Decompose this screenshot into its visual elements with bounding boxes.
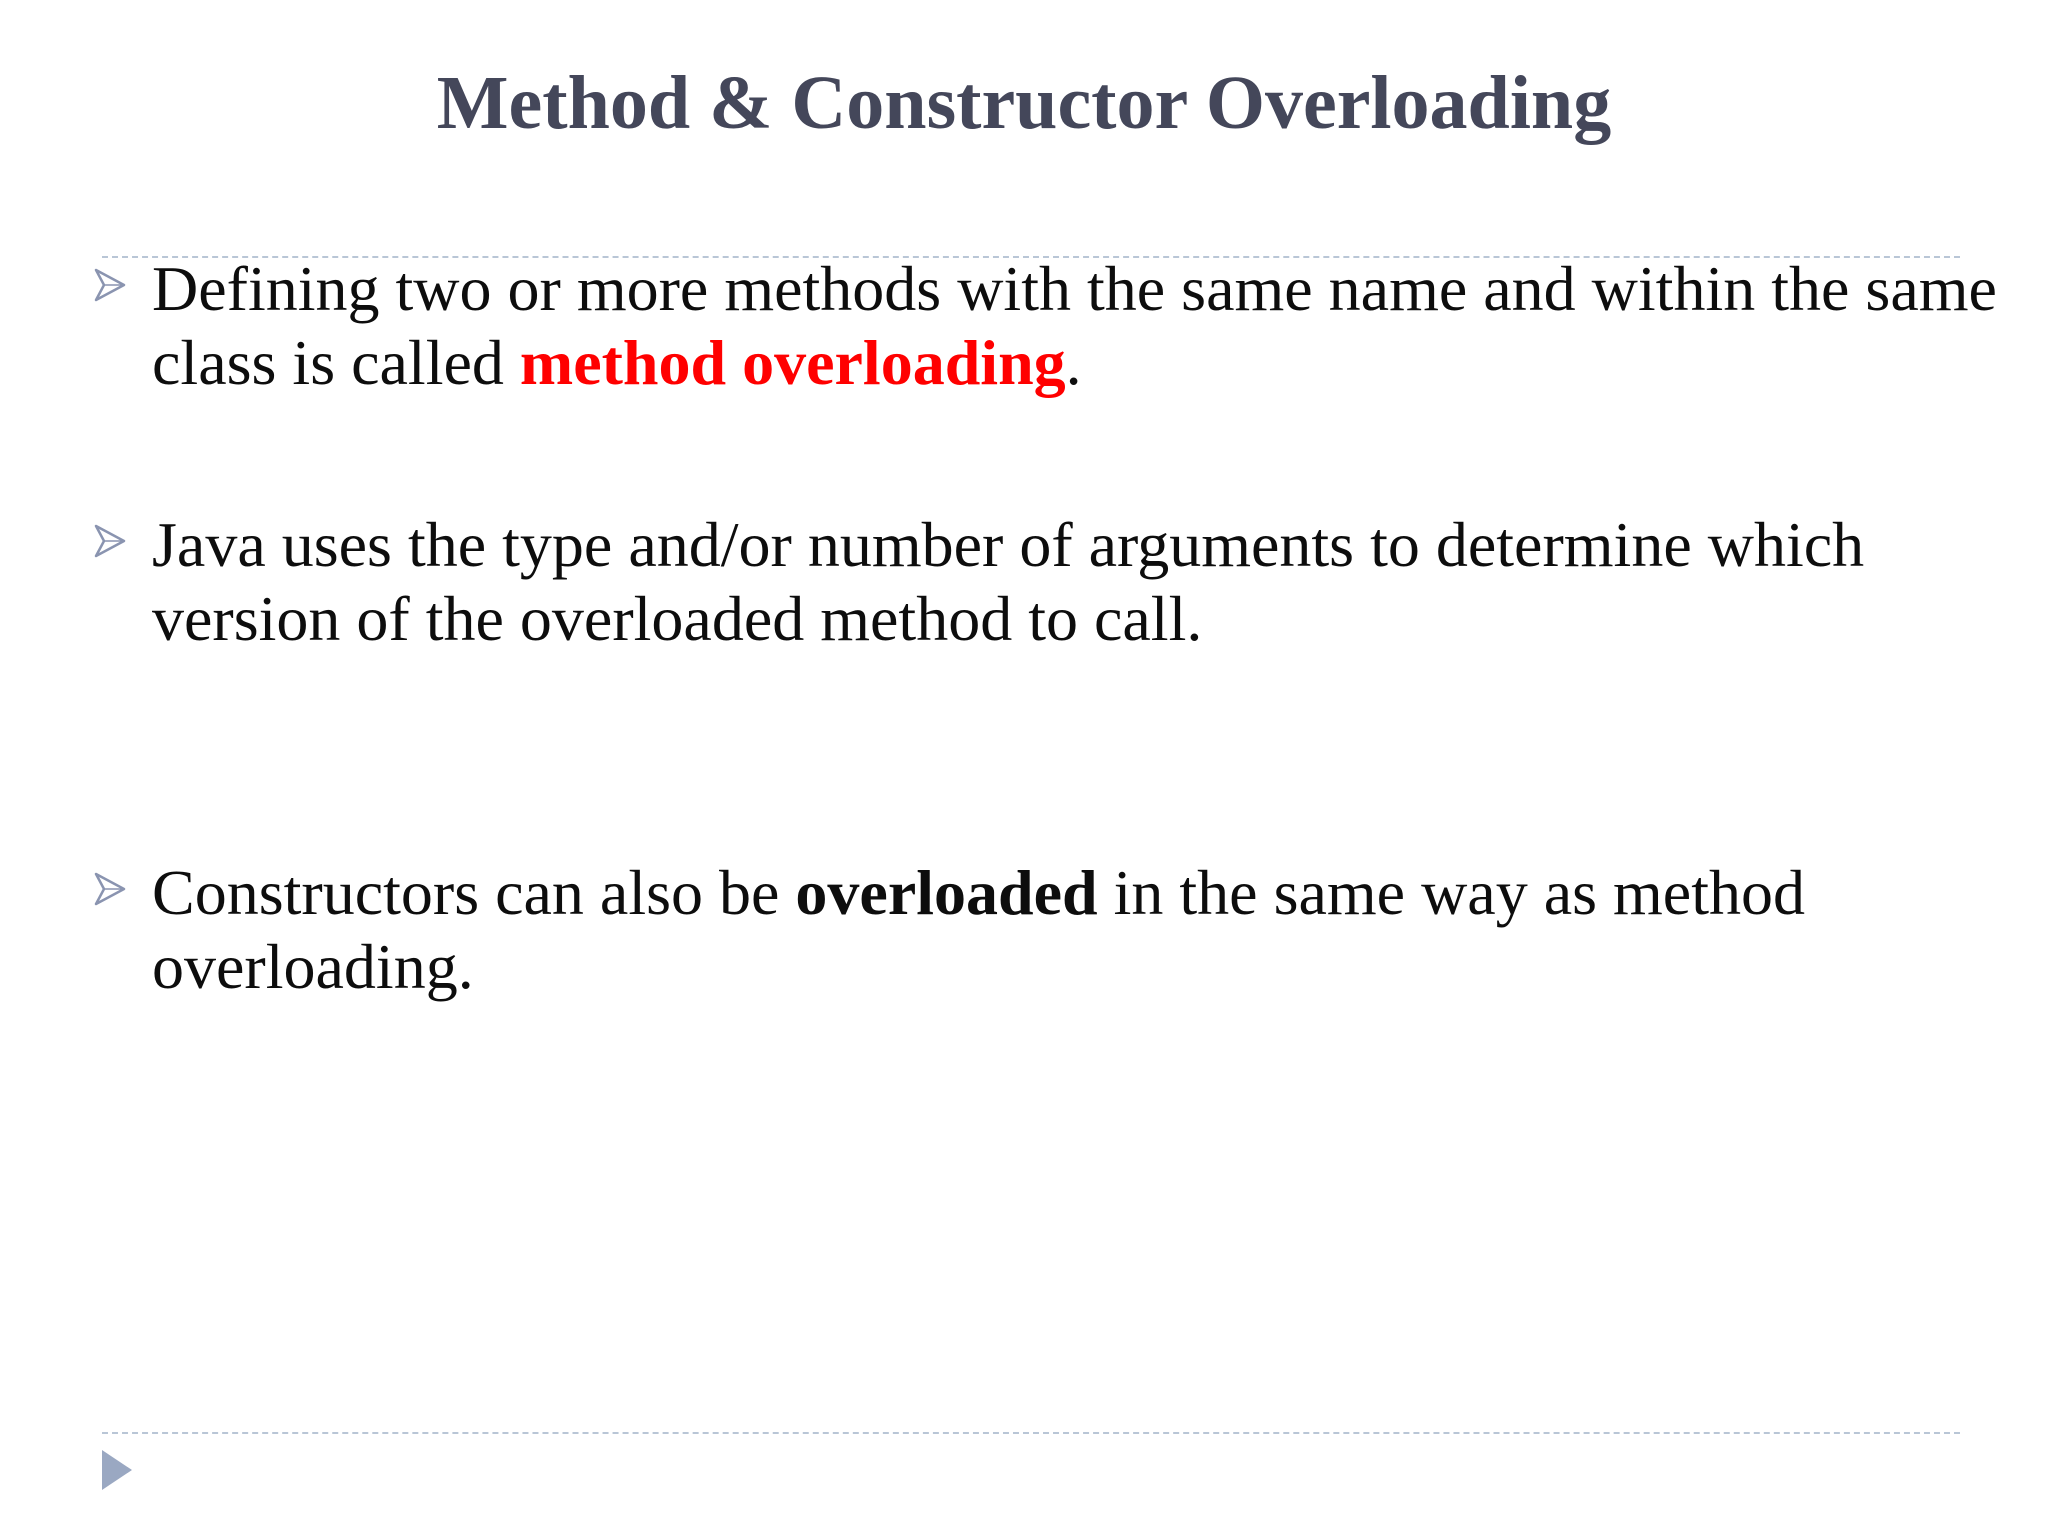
arrowhead-bullet-icon <box>94 872 126 906</box>
slide-title: Method & Constructor Overloading <box>436 61 1612 145</box>
bullet-text-3 <box>152 856 2032 1004</box>
arrowhead-bullet-icon <box>94 524 126 558</box>
method-overloading-highlight: method overloading <box>519 327 1066 398</box>
bullet-3-text-start: Constructors can also be <box>152 857 796 928</box>
overloaded-bold-term: overloaded <box>795 857 1098 928</box>
bullet-1-text-start: Defining two or more methods with the same name and within the same class is called <box>152 253 1997 398</box>
bullet-text-1 <box>152 252 2032 400</box>
bottom-divider <box>102 1432 1960 1434</box>
bullet-1-text-end: . <box>1065 327 1082 398</box>
bullet-3-text-end: in the same way as method overloading. <box>152 857 1805 1002</box>
bullet-text-2: Java uses the type and/or number of arguments to determine which version of the overloaded method to call. <box>152 509 1865 654</box>
play-triangle-icon[interactable] <box>100 1448 134 1492</box>
arrowhead-bullet-icon <box>94 268 126 302</box>
